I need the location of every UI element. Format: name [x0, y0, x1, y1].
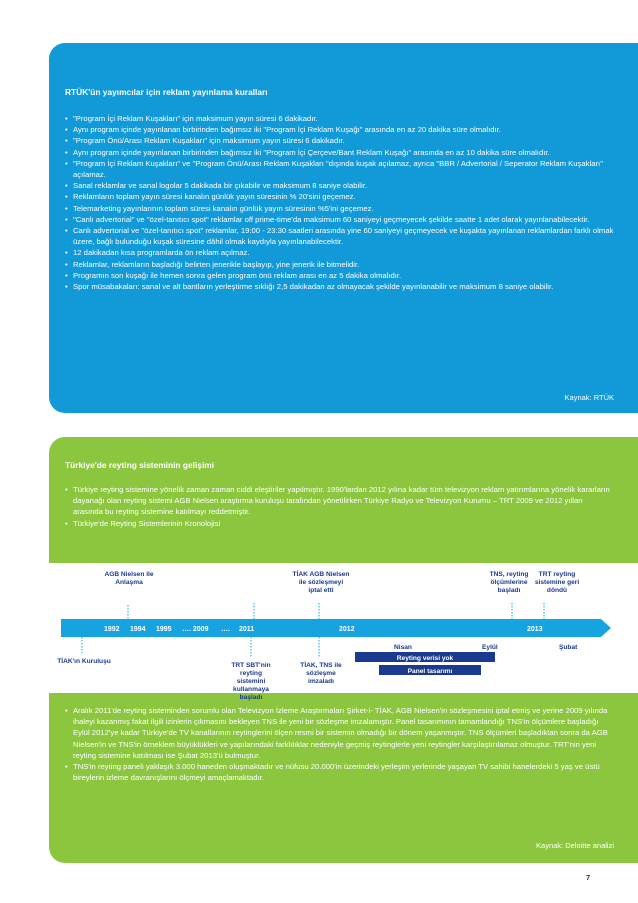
event-tiak-cancel: TİAK AGB Nielsen ile sözleşmeyi iptal etti — [292, 571, 350, 594]
year-2012: 2012 — [339, 626, 355, 633]
list-item: • "Canlı advertorial" ve "özel-tanıtıcı spot" reklamlar off prime-time'da maksimum 60 saniyeyi geçmeyecek şekilde saatte 1 adet olarak yayınlanabilecektir. — [65, 214, 614, 225]
list-item: • "Program İçi Reklam Kuşakları" ve "Program Önü/Arası Reklam Kuşakları "dışında kuşak açılamaz, ayrıca "BBR / Advertorial / Seperator Reklam Kuşakları" açılamaz. — [65, 158, 614, 180]
event-agb-agreement: AGB Nielsen ile Anlaşma — [104, 571, 154, 586]
panel-design-label: Panel tasarımı — [407, 668, 453, 675]
rating-system-box — [49, 437, 638, 863]
year-2009: …. 2009 — [182, 626, 209, 633]
month-eylul: Eylül — [482, 644, 498, 651]
month-nisan: Nisan — [394, 644, 412, 651]
no-rating-data-label: Reyting verisi yok — [396, 655, 454, 662]
timeline-chart — [49, 563, 638, 701]
page-number: 7 — [586, 873, 591, 882]
list-item: • Canlı advertorial ve "özel-tanıtıcı spot" reklamlar, 19:00 - 23:30 saatleri arasında yine 60 saniyeyi geçmeyecek ve kuşakta yayınlanan reklamlardan farklı olmak üzere, bağlı bulunduğu kuşak süresine dâhil olmak kaydıyla yayınlanabilecektir. — [65, 225, 614, 247]
rating-detail-list — [65, 705, 614, 783]
event-tiak-tns: TİAK, TNS ile sözleşme imzaladı — [300, 662, 342, 685]
list-item: • Reklamların toplam yayın süresi kanalın günlük yayın süresinin % 20'sini geçemez. — [65, 191, 614, 202]
list-item: • 12 dakikadan kısa programlarda ön reklam açılmaz. — [65, 247, 614, 258]
list-item: • Türkiye reyting sistemine yönelik zaman zaman ciddi eleştiriler yapılmıştır. 1990'lardan 2012 yılına kadar tüm televizyon reklam yatırımlarına yönelik kararların dayanağı olan reyting sistemi AGB Nielsen araştırma kuruluşu tarafından yönetilirken Türkiye Radyo ve Televizyon Kurumu – TRT 2009 ve 2012 yılları arasında bu reyting sistemine katılmayı reddetmiştir. — [65, 484, 614, 518]
year-1995: 1995 — [156, 626, 172, 633]
list-item: • Programın son kuşağı ile hemen sonra gelen program önü reklam arası en az 5 dakika olmalıdır. — [65, 270, 614, 281]
list-item: • Reklamlar, reklamların başladığı belirten jenerikle başlayıp, yine jenerik ile bitmelidir. — [65, 259, 614, 270]
year-1994: 1994 — [130, 626, 146, 633]
list-item: • "Program İçi Reklam Kuşakları" için maksimum yayın süresi 6 dakikadır. — [65, 113, 614, 124]
year-1992: 1992 — [104, 626, 120, 633]
month-subat: Şubat — [559, 644, 578, 651]
year-ellipsis: …. — [221, 626, 230, 633]
list-item: • Aynı program içinde yayınlanan birbirinden bağımsız iki "Program İçi Reklam Kuşağı" arasında en az 20 dakika süre olmalıdır. — [65, 124, 614, 135]
rtuk-rules-box — [49, 43, 638, 413]
rtuk-box-title: RTÜK'ün yayımcılar için reklam yayınlama kuralları — [65, 87, 268, 97]
source-note: Kaynak: RTÜK — [564, 393, 614, 402]
year-2013: 2013 — [527, 626, 543, 633]
list-item: • Türkiye'de Reyting Sistemlerinin Kronolojisi — [65, 518, 614, 529]
rating-intro-list — [65, 484, 614, 529]
event-trt-sbt: TRT SBT'nin reyting sistemini kullanmaya başladı — [231, 662, 271, 701]
event-tns-start: TNS, reyting ölçümlerine başladı — [489, 571, 529, 594]
event-trt-return: TRT reyting sistemine geri döndü — [534, 571, 580, 594]
list-item: • Telemarketing yayınlarının toplam süresi kanalın günlük yayın süresinin %5'ini geçemez. — [65, 203, 614, 214]
list-item: • Sanal reklamlar ve sanal logolar 5 dakikada bir çıkabilir ve maksimum 8 saniye olabilir. — [65, 180, 614, 191]
year-2011: 2011 — [239, 626, 255, 633]
event-tiak-founded: TİAK'ın Kuruluşu — [57, 658, 111, 665]
list-item: • TNS'in reyting paneli yaklaşık 3.000 haneden oluşmaktadır ve nüfusu 20.000'in üzerindeki yerleşim yerlerinde yaşayan TV sahibi hanelerdeki 5 yaş ve üstü bireylerin izleme davranışlarını ölçmeyi amaçlamaktadır. — [65, 761, 614, 783]
rating-box-title: Türkiye'de reyting sisteminin gelişimi — [65, 460, 215, 470]
source-note: Kaynak: Deloitte analizi — [536, 841, 614, 850]
list-item: • Aynı program içinde yayınlanan birbirinden bağımsız iki "Program İçi Çerçeve/Bant Reklam Kuşağı" arasında en az 10 dakika süre olmalıdır. — [65, 147, 614, 158]
rtuk-rules-list — [65, 113, 614, 292]
list-item: • "Program Önü/Arası Reklam Kuşakları" için maksimum yayın süresi 6 dakikadır. — [65, 135, 614, 146]
list-item: • Aralık 2011'de reyting sisteminden sorumlu olan Televizyon İzleme Araştırmaları Şirket-i- TİAK, AGB Nielsen'in sözleşmesini iptal etmiş ve yerine 2009 yılında ihaleyi kazanmış fakat ilgili izinlerin çıkmasını bekleyen TNS ile yeni bir sözleşme imzalamıştır. Panel tasarımının tamamlandığı TNS'in ölçümlere başladığı Eylül 2012'ye kadar Türkiye'de TV kanallarının reytinglerini ölçen resmi bir sistemin olmadığı bir dönem yaşanmıştır. TNS ölçümleri başladıktan sonra da AGB Nielsen'in ve TNS'in örneklem büyüklükleri ve yapılarındaki farklılıklar nedeniyle geçmiş reytinglerle yeni reytingler karşılaştırılamaz olmuştur. TRT'nin yeni reyting sistemine katılması ise Şubat 2013'ü bulmuştur. — [65, 705, 614, 761]
list-item: • Spor müsabakaları: sanal ve alt bantların yerleştirme sıklığı 2,5 dakikadan az olmayacak şekilde yayınlanabilir ve maksimum 8 saniye olabilir. — [65, 281, 614, 292]
